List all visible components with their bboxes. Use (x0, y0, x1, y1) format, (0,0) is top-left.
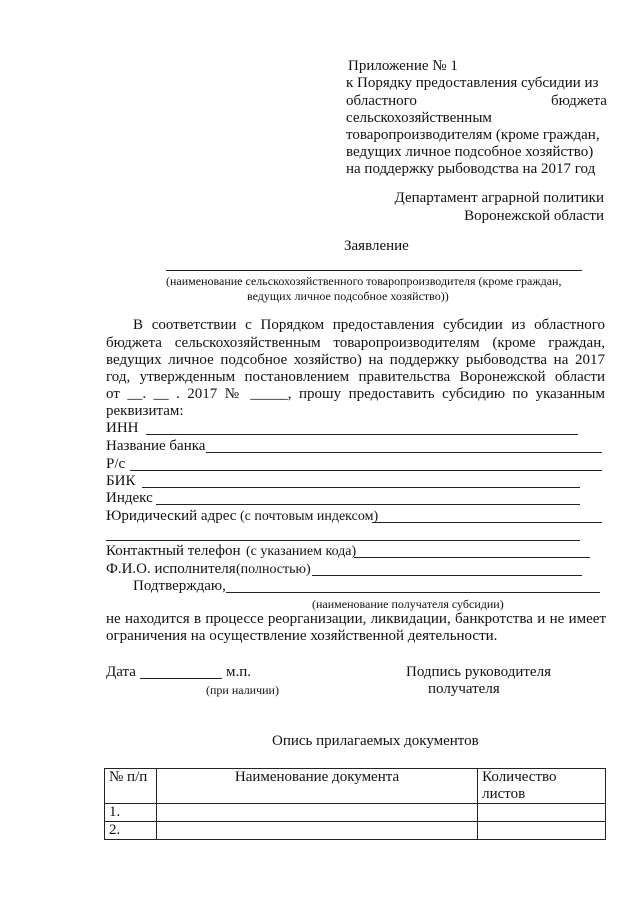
fio-note: (полностью) (236, 562, 311, 577)
fio-field[interactable] (312, 575, 582, 576)
row-2-sheets[interactable] (478, 822, 606, 840)
header-sheets: Количество листов (478, 769, 606, 804)
stamp-label: м.п. (226, 664, 252, 680)
body-line-2: бюджета сельскохозяйственным товаропроизводителям (кроме граждан, (106, 335, 605, 351)
appendix-line-2b: бюджета (551, 93, 607, 109)
header-number: № п/п (105, 769, 157, 804)
phone-label: Контактный телефон (106, 543, 241, 559)
recipient-name-field[interactable] (226, 592, 600, 593)
body-line-4: год, утвержденным постановлением правительства Воронежской области (106, 369, 605, 385)
appendix-line-5: ведущих личное подсобное хозяйство) (346, 144, 594, 160)
confirm-text-2: ограничения на осуществление хозяйственной деятельности. (106, 628, 498, 644)
inn-label: ИНН (106, 420, 139, 436)
appendix-line-4: товаропроизводителям (кроме граждан, (346, 127, 600, 143)
account-label: Р/с (106, 456, 126, 472)
appendix-line-6: на поддержку рыбоводства на 2017 год (346, 161, 596, 177)
date-label: Дата (106, 664, 136, 680)
table-header-row (105, 769, 606, 804)
phone-note: (с указанием кода) (246, 544, 357, 559)
body-line-3: ведущих личное подсобное хозяйство) на поддержку рыбоводства на 2017 (106, 352, 605, 368)
table-row (105, 822, 606, 840)
signature-label-2: получателя (428, 681, 500, 697)
recipient-caption: (наименование получателя субсидии) (312, 597, 504, 611)
appendix-line-1: к Порядку предоставления субсидии из (346, 75, 599, 91)
applicant-name-line[interactable] (166, 270, 582, 271)
row-2-doc-name[interactable] (156, 822, 477, 840)
stamp-note: (при наличии) (206, 683, 279, 697)
header-doc-name: Наименование документа (156, 769, 477, 804)
phone-field[interactable] (354, 557, 590, 558)
bik-field[interactable] (142, 487, 580, 488)
appendix-line-3: сельскохозяйственным (346, 110, 492, 126)
account-field[interactable] (130, 470, 602, 471)
confirm-text-1: не находится в процессе реорганизации, ликвидации, банкротства и не имеет (106, 611, 606, 627)
inn-field[interactable] (146, 434, 578, 435)
appendix-title: Приложение № 1 (348, 58, 458, 74)
statement-title: Заявление (344, 238, 409, 254)
applicant-caption-1: (наименование сельскохозяйственного товаропроизводителя (кроме граждан, (166, 274, 562, 288)
table-row (105, 804, 606, 822)
applicant-caption-2: ведущих личное подсобное хозяйство)) (247, 289, 449, 303)
index-label: Индекс (106, 490, 153, 506)
addressee-line-2: Воронежской области (464, 208, 604, 224)
confirm-label: Подтверждаю, (133, 578, 226, 594)
fio-label: Ф.И.О. исполнителя (106, 561, 236, 577)
legal-address-field[interactable] (372, 522, 602, 523)
row-1-sheets[interactable] (478, 804, 606, 822)
bank-name-label: Название банка (106, 438, 206, 454)
legal-address-label: Юридический адрес (106, 508, 237, 524)
documents-table (104, 768, 606, 840)
body-line-1: В соответствии с Порядком предоставления субсидии из областного (133, 317, 605, 333)
row-2-number: 2. (105, 822, 157, 840)
legal-address-note: (с почтовым индексом) (240, 509, 379, 524)
bank-name-field[interactable] (206, 452, 602, 453)
signature-label-1: Подпись руководителя (406, 664, 551, 680)
row-1-doc-name[interactable] (156, 804, 477, 822)
documents-title: Опись прилагаемых документов (272, 733, 479, 749)
row-1-number: 1. (105, 804, 157, 822)
body-line-5: от __. __ . 2017 № _____, прошу предоставить субсидию по указанным (106, 386, 605, 402)
appendix-line-2a: областного (346, 93, 417, 109)
addressee-line-1: Департамент аграрной политики (394, 190, 604, 206)
index-field[interactable] (156, 504, 580, 505)
body-line-6: реквизитам: (106, 403, 184, 419)
date-field[interactable] (140, 678, 222, 679)
bik-label: БИК (106, 473, 136, 489)
legal-address-field-2[interactable] (106, 540, 580, 541)
